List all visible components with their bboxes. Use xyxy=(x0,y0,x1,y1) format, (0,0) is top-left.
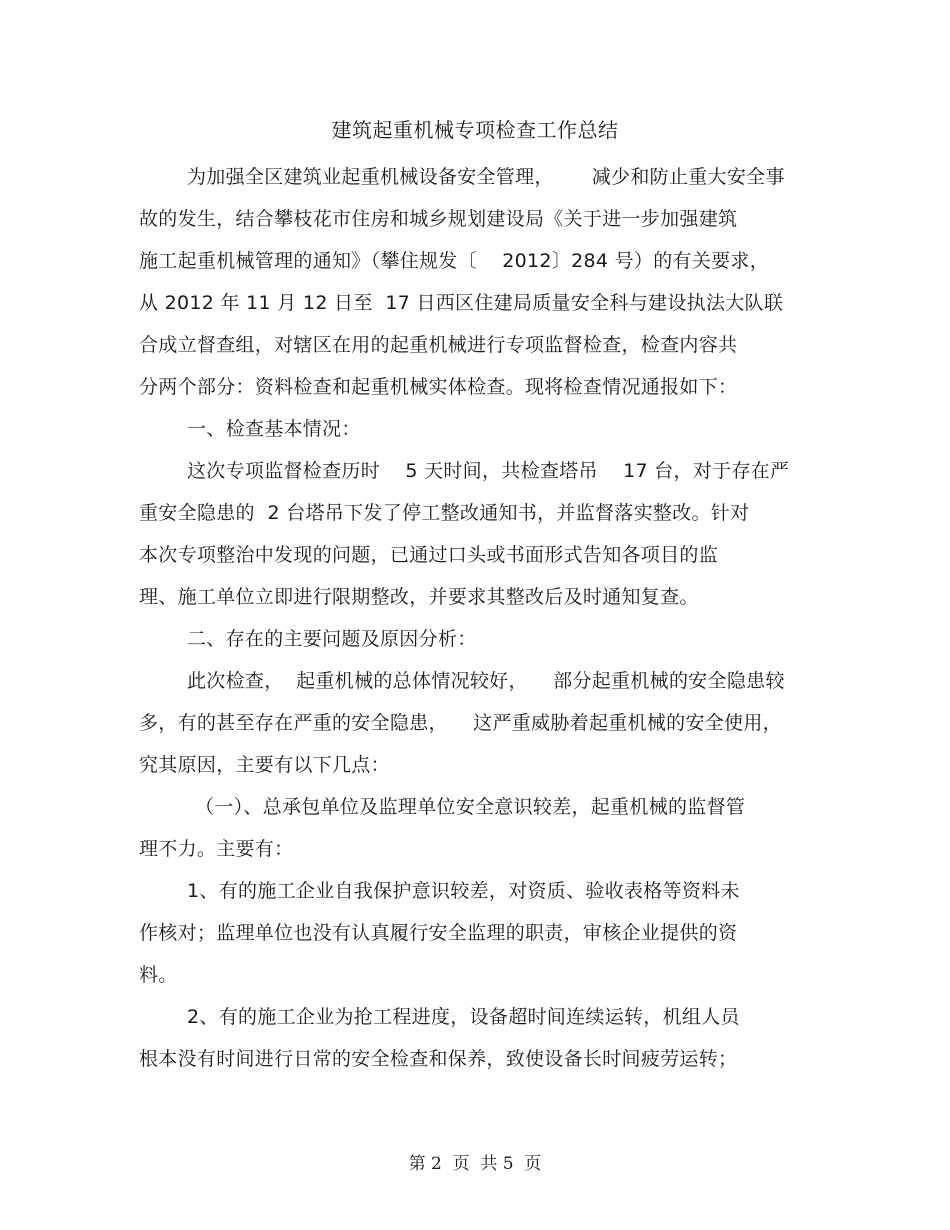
list-item-line: 根本没有时间进行日常的安全检查和保养，致使设备长时间疲劳运转； xyxy=(139,1048,738,1070)
paragraph-line: 合成立督查组，对辖区在用的起重机械进行专项监督检查，检查内容共 xyxy=(139,334,738,356)
paragraph-line: 本次专项整治中发现的问题，已通过口头或书面形式告知各项目的监 xyxy=(139,544,719,566)
list-item-line: 料。 xyxy=(139,964,178,986)
page-title: 建筑起重机械专项检查工作总结 xyxy=(331,118,619,142)
paragraph-line: 故的发生，结合攀枝花市住房和城乡规划建设局《关于进一步加强建筑 xyxy=(139,208,738,230)
list-item-line: 1、有的施工企业自我保护意识较差，对资质、验收表格等资料未 xyxy=(187,880,740,902)
paragraph-line: 究其原因，主要有以下几点： xyxy=(139,754,390,776)
list-item-line: 作核对；监理单位也没有认真履行安全监理的职责，审核企业提供的资 xyxy=(139,922,738,944)
page-number: 第 2 页 共 5 页 xyxy=(408,1154,542,1174)
paragraph-line: 理、施工单位立即进行限期整改，并要求其整改后及时通知复查。 xyxy=(139,586,699,608)
paragraph-line: 施工起重机械管理的通知》（攀住规发〔 2012〕284 号）的有关要求， xyxy=(139,250,770,272)
paragraph-line: 此次检查， 起重机械的总体情况较好， 部分起重机械的安全隐患较 xyxy=(187,670,785,692)
paragraph-line: 理不力。主要有： xyxy=(139,838,294,860)
section-heading: 二、存在的主要问题及原因分析： xyxy=(187,628,477,650)
paragraph-line: 这次专项监督检查历时 5 天时间，共检查塔吊 17 台，对于存在严 xyxy=(187,460,790,482)
paragraph-line: 从 2012 年 11 月 12 日至 17 日西区住建局质量安全科与建设执法大队联 xyxy=(139,292,784,314)
paragraph-line: 重安全隐患的 2 台塔吊下发了停工整改通知书，并监督落实整改。针对 xyxy=(139,502,750,524)
paragraph-line: 多，有的甚至存在严重的安全隐患， 这严重威胁着起重机械的安全使用， xyxy=(139,712,782,734)
paragraph-line: 为加强全区建筑业起重机械设备安全管理， 减少和防止重大安全事 xyxy=(187,166,785,188)
subsection-heading: （一）、总承包单位及监理单位安全意识较差，起重机械的监督管 xyxy=(195,796,746,818)
section-heading: 一、检查基本情况： xyxy=(187,418,361,440)
list-item-line: 2、有的施工企业为抢工程进度，设备超时间连续运转，机组人员 xyxy=(187,1006,740,1028)
paragraph-line: 分两个部分：资料检查和起重机械实体检查。现将检查情况通报如下： xyxy=(139,376,738,398)
